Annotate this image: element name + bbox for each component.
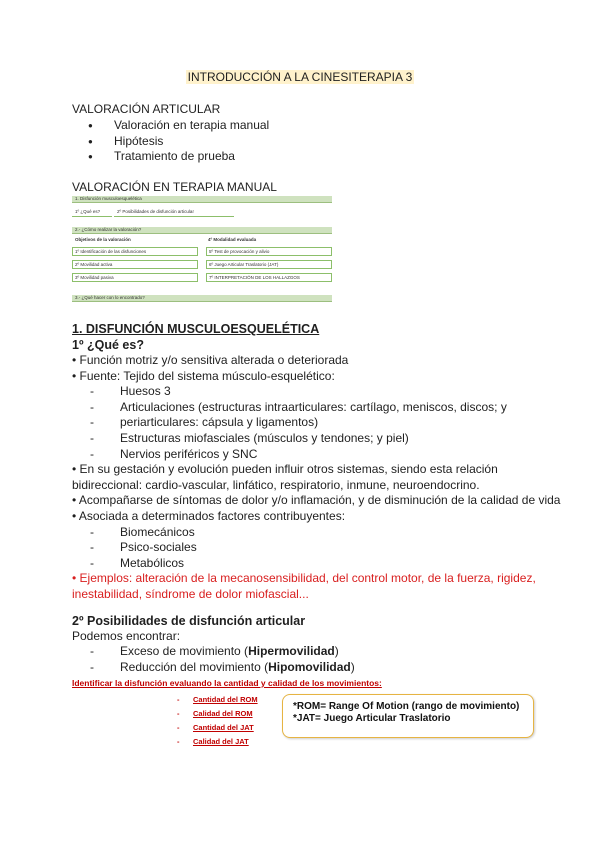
form-bar: 2.- ¿Cómo realizar la valoración? [72, 227, 332, 234]
paragraph-line: • En su gestación y evolución pueden influir otros sistemas, siendo esta relación [72, 462, 498, 477]
movement-evaluation-image [72, 676, 534, 746]
valoracion-form-image [72, 196, 332, 304]
form-cell: 1º ¿Qué es? [72, 208, 112, 217]
paragraph-line: • Asociada a determinados factores contribuyentes: [72, 508, 346, 523]
tissue-list [72, 384, 592, 462]
note-line: *JAT= Juego Articular Traslatorio [293, 713, 451, 724]
form-right-head: 4º Modalidad evaluada [208, 237, 257, 242]
list-item-continuation: - periarticulares: cápsula y ligamentos) [72, 415, 592, 431]
form-cell: 5º Test de provocación y alivio [206, 247, 332, 256]
section1-subtitle: 1º ¿Qué es? [72, 338, 144, 352]
image-items [177, 692, 258, 748]
list-item: - Huesos 3 [72, 384, 592, 400]
abbreviation-note [282, 694, 534, 738]
section2-list [72, 644, 572, 675]
paragraph-line: • Fuente: Tejido del sistema músculo-esquelético: [72, 368, 335, 383]
list-item: - Metabólicos [72, 556, 592, 572]
list-item: - Reducción del movimiento (Hipomovilidad) [72, 660, 572, 676]
list-item: - Calidad del JAT [177, 734, 258, 748]
list-item: ● Valoración en terapia manual [72, 118, 269, 134]
note-line: *ROM= Range Of Motion (rango de movimiento) [293, 701, 520, 712]
section1-title: 1. DISFUNCIÓN MUSCULOESQUELÉTICA [72, 322, 320, 336]
form-cell: 3º Movilidad pasiva [72, 273, 198, 282]
section2-intro: Podemos encontrar: [72, 629, 181, 643]
form-cell: 2º Posibilidades de disfunción articular [114, 208, 234, 217]
image-heading: Identificar la disfunción evaluando la cantidad y calidad de los movimientos: [72, 678, 382, 688]
list-item: - Exceso de movimiento (Hipermovilidad) [72, 644, 572, 660]
examples-line: • Ejemplos: alteración de la mecanosensibilidad, del control motor, de la fuerza, rigidez, [72, 571, 536, 586]
list-item: - Nervios periféricos y SNC [72, 447, 592, 463]
list-item: - Psico-sociales [72, 540, 592, 556]
form-cell: 1º Identificación de las disfunciones [72, 247, 198, 256]
paragraph-line: • Acompañarse de síntomas de dolor y/o inflamación, y de disminución de la calidad de vida [72, 493, 561, 508]
page-title: INTRODUCCIÓN A LA CINESITERAPIA 3 [187, 70, 413, 84]
list-item: ● Hipótesis [72, 134, 269, 150]
form-bar: 3.- ¿Qué hacer con lo encontrado? [72, 295, 332, 302]
list-item: ● Tratamiento de prueba [72, 149, 269, 165]
form-cell: 6º Juego Articular Traslatorio (JAT) [206, 260, 332, 269]
form-left-head: Objetivos de la valoración [75, 237, 131, 242]
list-item: - Articulaciones (estructuras intraarticulares: cartílago, meniscos, discos; y [72, 400, 592, 416]
examples-line: inestabilidad, síndrome de dolor miofascial... [72, 586, 309, 601]
valoracion-manual-heading: VALORACIÓN EN TERAPIA MANUAL [72, 180, 277, 194]
list-item: - Cantidad del JAT [177, 720, 258, 734]
list-item: - Calidad del ROM [177, 706, 258, 720]
list-item: - Cantidad del ROM [177, 692, 258, 706]
form-cell: 7º INTERPRETACIÓN DE LOS HALLAZGOS [206, 273, 332, 282]
factor-list [72, 525, 592, 572]
paragraph-line: bidireccional: cardio-vascular, linfático, respiratorio, inmune, neuroendocrino. [72, 477, 480, 492]
list-item: - Biomecánicos [72, 525, 592, 541]
valoracion-list [72, 118, 269, 165]
list-item: - Estructuras miofasciales (músculos y tendones; y piel) [72, 431, 592, 447]
paragraph-line: • Función motriz y/o sensitiva alterada o deteriorada [72, 353, 349, 367]
section2-title: 2º Posibilidades de disfunción articular [72, 614, 306, 628]
section1-body [72, 353, 592, 603]
valoracion-heading: VALORACIÓN ARTICULAR [72, 102, 221, 116]
form-bar: 1. Disfunción musculoesquelética [72, 196, 332, 203]
form-cell: 2º Movilidad activa [72, 260, 198, 269]
